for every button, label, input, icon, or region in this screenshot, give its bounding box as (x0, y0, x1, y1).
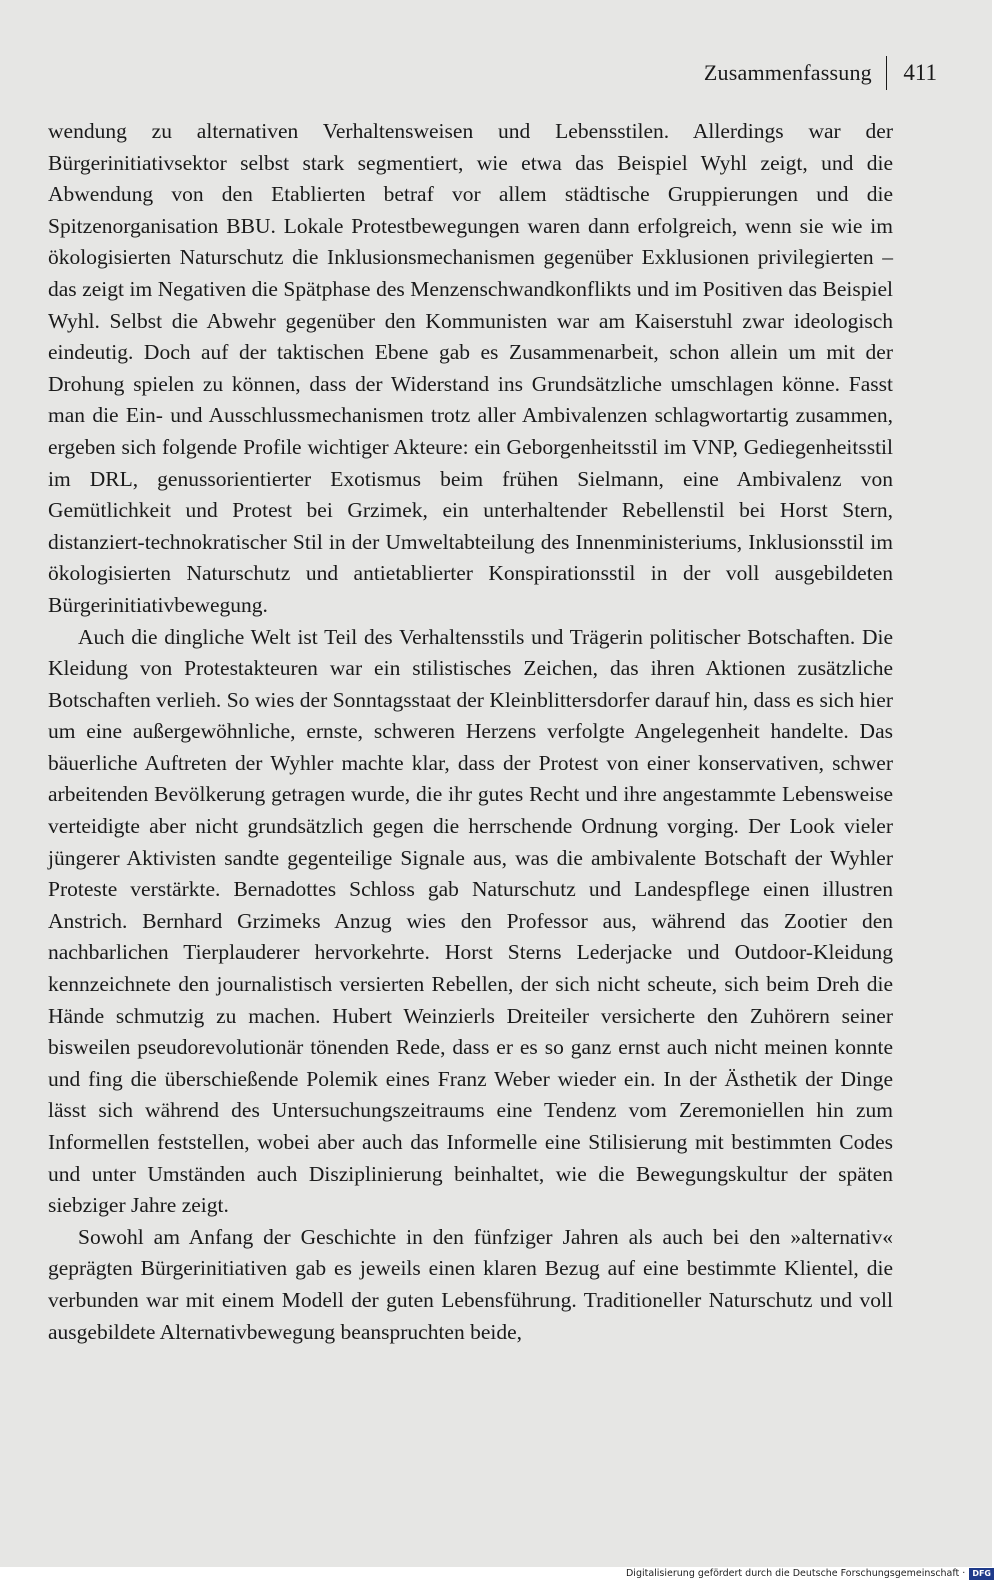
page-number: 411 (903, 60, 937, 85)
body-text (48, 116, 893, 1348)
page-header (704, 56, 937, 90)
paragraph-2: Auch die dingliche Welt ist Teil des Verhaltensstils und Trägerin politischer Botschaften. Die Kleidung von Protestakteuren war ein stilistisches Zeichen, das ihren Aktionen zusätzliche Botschaften verlieh. So wies der Sonntagsstaat der Kleinblittersdorfer darauf hin, dass es sich hier um eine außergewöhnliche, ernste, schweren Herzens verfolgte Angelegenheit handelte. Das bäuerliche Auftreten der Wyhler machte klar, dass der Protest von einer konservativen, schwer arbeitenden Bevölkerung getragen wurde, die ihr gutes Recht und ihre angestammte Lebensweise verteidigte aber nicht grundsätzlich gegen die herrschende Ordnung vorging. Der Look vieler jüngerer Aktivisten sandte gegenteilige Signale aus, was die ambivalente Botschaft der Wyhler Proteste verstärkte. Bernadottes Schloss gab Naturschutz und Landespflege einen illustren Anstrich. Bernhard Grzimeks Anzug wies den Professor aus, während das Zootier den nachbarlichen Tierplauderer hervorkehrte. Horst Sterns Lederjacke und Outdoor-Kleidung kennzeichnete den journalistisch versierten Rebellen, der sich nicht scheute, sich beim Dreh die Hände schmutzig zu machen. Hubert Weinzierls Dreiteiler versicherte den Zuhörern seiner bisweilen pseudorevolutionär tönenden Rede, dass er es so ganz ernst auch nicht meinen konnte und fing die überschießende Polemik eines Franz Weber wieder ein. In der Ästhetik der Dinge lässt sich während des Untersuchungszeitraums eine Tendenz vom Zeremoniellen hin zum Informellen feststellen, wobei aber auch das Informelle eine Stilisierung mit bestimmten Codes und unter Umständen auch Disziplinierung beinhaltet, wie die Bewegungskultur der späten siebziger Jahre zeigt. (48, 624, 893, 1218)
header-divider (886, 56, 888, 90)
dfg-credit (626, 1567, 994, 1581)
dfg-logo-icon: DFG (969, 1568, 994, 1580)
paragraph-1: wendung zu alternativen Verhaltensweisen und Lebensstilen. Allerdings war der Bürgerinitiativsektor selbst stark segmentiert, wie etwa das Beispiel Wyhl zeigt, und die Abwendung von den Etablierten betraf vor allem städtische Gruppierungen und die Spitzenorganisation BBU. Lokale Protestbewegungen waren dann erfolgreich, wenn sie wie im ökologisierten Naturschutz die Inklusionsmechanismen gegenüber Exklusionen privilegierten – das zeigt im Negativen die Spätphase des Menzenschwandkonflikts und im Positiven das Beispiel Wyhl. Selbst die Abwehr gegenüber den Kommunisten war am Kaiserstuhl zwar ideologisch eindeutig. Doch auf der taktischen Ebene gab es Zusammenarbeit, schon allein um mit der Drohung spielen zu können, dass der Widerstand ins Grundsätzliche umschlagen könne. Fasst man die Ein- und Ausschlussmechanismen trotz aller Ambivalenzen schlagwortartig zusammen, ergeben sich folgende Profile wichtiger Akteure: ein Geborgenheitsstil im VNP, Gediegenheitsstil im DRL, genussorientierter Exotismus beim frühen Sielmann, eine Ambivalenz von Gemütlichkeit und Protest bei Grzimek, ein unterhaltender Rebellenstil bei Horst Stern, distanziert-technokratischer Stil in der Umweltabteilung des Innenministeriums, Inklusionsstil im ökologisierten Naturschutz und antietablierter Konspirationsstil in der voll ausgebildeten Bürgerinitiativbewegung. (48, 119, 893, 617)
digitization-footer (0, 1567, 1000, 1581)
paragraph-3: Sowohl am Anfang der Geschichte in den fünfziger Jahren als auch bei den »alternativ« geprägten Bürgerinitiativen gab es jeweils einen klaren Bezug auf eine bestimmte Klientel, die verbunden war mit einem Modell der guten Lebensführung. Traditioneller Naturschutz und voll ausgebildete Alternativbewegung beanspruchten beide, (48, 1224, 893, 1344)
dfg-credit-text: Digitalisierung gefördert durch die Deutsche Forschungsgemeinschaft · (625, 1568, 966, 1579)
running-head: Zusammenfassung (703, 60, 872, 85)
